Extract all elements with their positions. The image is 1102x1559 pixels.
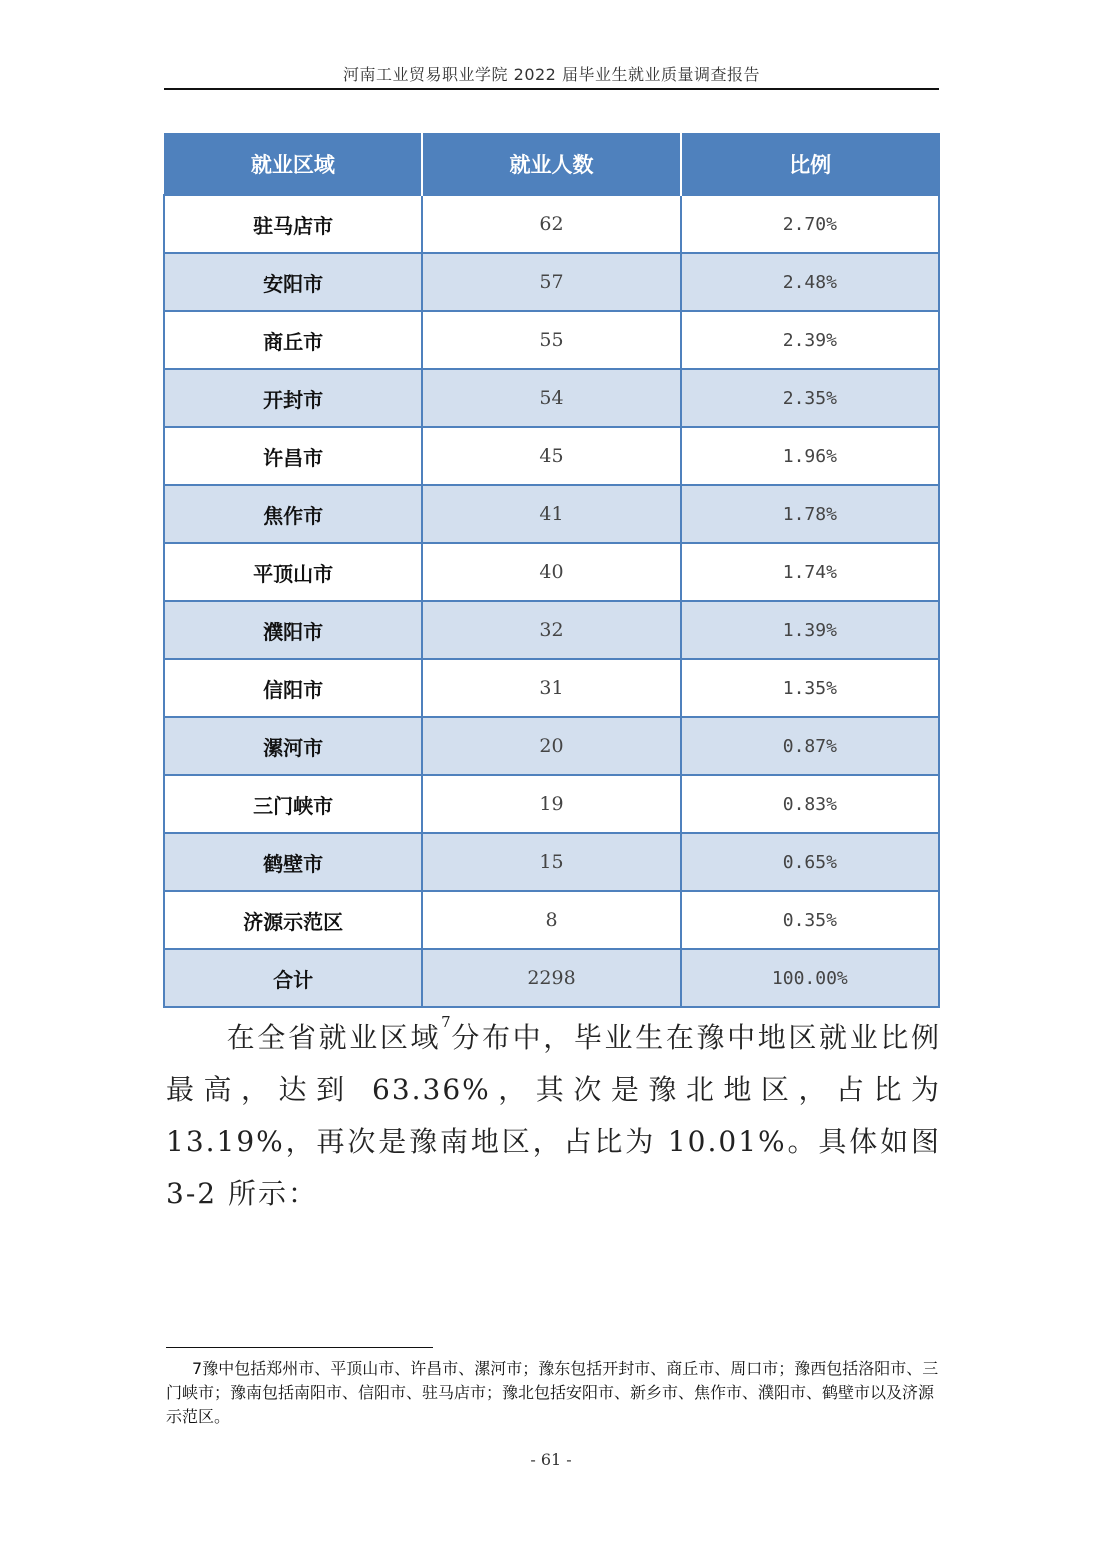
cell-ratio: 0.83% <box>681 775 939 833</box>
employment-region-table <box>163 133 940 1008</box>
cell-count: 62 <box>422 195 680 253</box>
table-row <box>164 949 939 1007</box>
cell-ratio: 1.96% <box>681 427 939 485</box>
table-body <box>164 195 939 1007</box>
header-divider <box>164 88 939 90</box>
cell-count: 19 <box>422 775 680 833</box>
footnote-text: 豫中包括郑州市、平顶山市、许昌市、漯河市；豫东包括开封市、商丘市、周口市；豫西包括洛阳市、三门峡市；豫南包括南阳市、信阳市、驻马店市；豫北包括安阳市、新乡市、焦作市、濮阳市、鹤壁市以及济源示范区。 <box>166 1359 939 1426</box>
table-row <box>164 891 939 949</box>
cell-count: 8 <box>422 891 680 949</box>
cell-ratio: 1.78% <box>681 485 939 543</box>
cell-region: 信阳市 <box>164 659 422 717</box>
table-row <box>164 195 939 253</box>
cell-count: 32 <box>422 601 680 659</box>
cell-region: 漯河市 <box>164 717 422 775</box>
cell-count: 40 <box>422 543 680 601</box>
cell-region: 三门峡市 <box>164 775 422 833</box>
page-number: - 61 - <box>530 1450 572 1469</box>
table-row <box>164 601 939 659</box>
cell-region: 商丘市 <box>164 311 422 369</box>
column-header-ratio: 比例 <box>681 134 939 196</box>
cell-count: 41 <box>422 485 680 543</box>
cell-count: 45 <box>422 427 680 485</box>
cell-count: 20 <box>422 717 680 775</box>
cell-region: 鹤壁市 <box>164 833 422 891</box>
column-header-region: 就业区域 <box>164 134 422 196</box>
cell-count: 15 <box>422 833 680 891</box>
cell-region: 济源示范区 <box>164 891 422 949</box>
cell-ratio: 1.74% <box>681 543 939 601</box>
cell-ratio: 1.39% <box>681 601 939 659</box>
cell-region: 安阳市 <box>164 253 422 311</box>
cell-ratio: 2.35% <box>681 369 939 427</box>
report-header: 河南工业贸易职业学院 2022 届毕业生就业质量调查报告 <box>343 65 760 84</box>
column-header-count: 就业人数 <box>422 134 680 196</box>
cell-region: 平顶山市 <box>164 543 422 601</box>
cell-ratio: 0.87% <box>681 717 939 775</box>
body-paragraph <box>166 1012 941 1220</box>
table-row <box>164 775 939 833</box>
footnote-number: 7 <box>192 1359 203 1378</box>
cell-count: 57 <box>422 253 680 311</box>
table-header-row <box>164 134 939 196</box>
table-row <box>164 427 939 485</box>
cell-ratio: 0.35% <box>681 891 939 949</box>
cell-ratio: 2.39% <box>681 311 939 369</box>
cell-ratio: 100.00% <box>681 949 939 1007</box>
cell-region: 驻马店市 <box>164 195 422 253</box>
cell-count: 55 <box>422 311 680 369</box>
cell-region: 许昌市 <box>164 427 422 485</box>
table-row <box>164 717 939 775</box>
paragraph-text-2: 分布中，毕业生在豫中地区就业比例最高，达到 63.36%，其次是豫北地区，占比为 13.19%，再次是豫南地区，占比为 10.01%。具体如图 3-2 所示： <box>166 1021 941 1210</box>
cell-ratio: 2.48% <box>681 253 939 311</box>
cell-count: 2298 <box>422 949 680 1007</box>
cell-region: 焦作市 <box>164 485 422 543</box>
footnote <box>166 1357 941 1429</box>
footnote-reference: 7 <box>441 1013 451 1031</box>
cell-region: 合计 <box>164 949 422 1007</box>
table-row <box>164 659 939 717</box>
cell-ratio: 2.70% <box>681 195 939 253</box>
table-row <box>164 485 939 543</box>
cell-ratio: 0.65% <box>681 833 939 891</box>
table-row <box>164 833 939 891</box>
cell-region: 濮阳市 <box>164 601 422 659</box>
cell-ratio: 1.35% <box>681 659 939 717</box>
table-row <box>164 253 939 311</box>
cell-count: 54 <box>422 369 680 427</box>
cell-region: 开封市 <box>164 369 422 427</box>
table-row <box>164 369 939 427</box>
cell-count: 31 <box>422 659 680 717</box>
footnote-divider <box>166 1347 433 1348</box>
paragraph-text-1: 在全省就业区域 <box>226 1021 442 1054</box>
table-row <box>164 311 939 369</box>
table-row <box>164 543 939 601</box>
